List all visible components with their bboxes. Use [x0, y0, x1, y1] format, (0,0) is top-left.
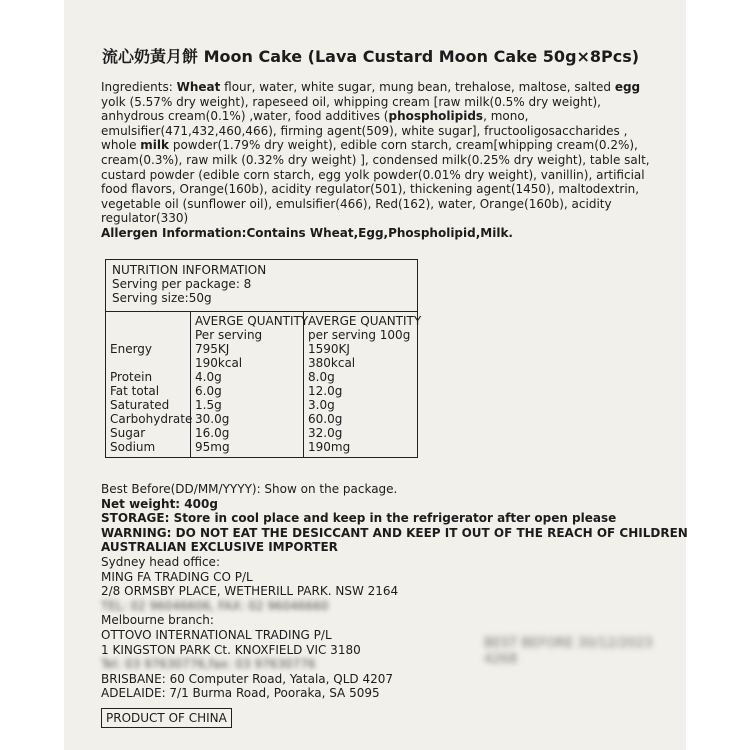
nutrient-per-100g: 190mg: [308, 440, 351, 454]
adelaide-address: ADELAIDE: 7/1 Burma Road, Pooraka, SA 5095: [101, 686, 380, 701]
nutrient-per-serving: 190kcal: [195, 356, 243, 370]
package-info: [101, 482, 701, 701]
nutrient-name: Protein: [110, 370, 153, 384]
melbourne-contact: Tel: 03 97630776,fax: 03 97630776: [101, 657, 316, 672]
sydney-address: 2/8 ORMSBY PLACE, WETHERILL PARK. NSW 2164: [101, 584, 399, 599]
sydney-label: Sydney head office:: [101, 554, 220, 569]
nutrient-per-serving: 95mg: [195, 440, 230, 454]
nutrient-name-spacer: [110, 314, 192, 328]
product-of-china-box: PRODUCT OF CHINA: [101, 708, 232, 728]
nutrient-per-serving: 30.0g: [195, 412, 230, 426]
per-serving-header: AVERGE QUANTITY: [195, 314, 309, 328]
best-before-note: Best Before(DD/MM/YYYY): Show on the package.: [101, 482, 398, 496]
batch-code-stamp-line: 4268: [484, 652, 518, 667]
sydney-contact: TEL: 02 96046606, FAX: 02 96046660: [101, 598, 329, 613]
nutrient-per-100g: 1590KJ: [308, 342, 350, 356]
title-english: Moon Cake: [203, 47, 303, 66]
melbourne-address: 1 KINGSTON PARK Ct. KNOXFIELD VIC 3180: [101, 642, 361, 657]
nutrition-table: [105, 259, 422, 458]
nutrient-name: Sodium: [110, 440, 156, 454]
nutrient-name: Energy: [110, 342, 153, 356]
nutrient-per-serving: 16.0g: [195, 426, 230, 440]
importer-heading: AUSTRALIAN EXCLUSIVE IMPORTER: [101, 540, 338, 555]
nutrient-per-100g: 8.0g: [308, 370, 335, 384]
best-before-stamp-line: BEST BEFORE 30/12/2023: [484, 636, 653, 651]
storage-instructions: STORAGE: Store in cool place and keep in the refrigerator after open please: [101, 511, 617, 526]
product-title: [102, 44, 639, 67]
nutrient-per-serving: 795KJ: [195, 342, 230, 356]
servings-per-package: Serving per package: 8: [112, 277, 252, 291]
nutrient-names-column: [110, 314, 192, 454]
melbourne-label: Melbourne branch:: [101, 613, 214, 628]
ingredients-block: [101, 80, 661, 241]
nutrient-per-serving: 4.0g: [195, 370, 222, 384]
per-100g-header: AVERGE QUANTITY: [308, 314, 422, 328]
nutrient-per-100g: 380kcal: [308, 356, 356, 370]
nutrient-name-spacer: [110, 328, 192, 342]
nutrient-per-serving: 6.0g: [195, 384, 222, 398]
serving-size: Serving size:50g: [112, 291, 212, 305]
nutrient-name: Fat total: [110, 384, 160, 398]
allergen-information: Allergen Information:Contains Wheat,Egg,Phospholipid,Milk.: [101, 225, 513, 240]
nutrition-heading: NUTRITION INFORMATION: [112, 263, 267, 277]
nutrient-per-100g: 32.0g: [308, 426, 343, 440]
sydney-company: MING FA TRADING CO P/L: [101, 569, 253, 584]
per-100g-column: [308, 314, 421, 454]
title-chinese: 流心奶黃月餅: [102, 47, 199, 66]
nutrient-per-serving: 1.5g: [195, 398, 222, 412]
warning-text: WARNING: DO NOT EAT THE DESICCANT AND KEEP IT OUT OF THE REACH OF CHILDREN: [101, 525, 688, 540]
nutrient-name: Sugar: [110, 426, 146, 440]
melbourne-company: OTTOVO INTERNATIONAL TRADING P/L: [101, 627, 332, 642]
nutrient-name: Carbohydrate: [110, 412, 193, 426]
title-subtitle: (Lava Custard Moon Cake 50g×8Pcs): [307, 47, 640, 66]
net-weight: Net weight: 400g: [101, 496, 218, 511]
per-100g-header: per serving 100g: [308, 328, 411, 342]
nutrient-per-100g: 3.0g: [308, 398, 335, 412]
best-before-stamp: [484, 636, 653, 668]
ingredients-text: Wheat flour, water, white sugar, mung bean, trehalose, maltose, salted egg yolk (5.57% dry weight), rapeseed oil, whipping cream [raw milk(0.5% dry weight), anhydrous cream(0.1%) ,water, food additives (phospholipids, mono, emulsifier(471,432,460,466), firming agent(509), white sugar], fructooligosaccharides , whole milk powder(1.79% dry weight), edible corn starch, cream[whipping cream(0.2%), cream(0.3%), raw milk (0.32% dry weight) ], condensed milk(0.25% dry weight), table salt, custard powder (edible corn starch, egg yolk powder(0.01% dry weight), vanillin), artificial food flavors, Orange(160b), acidity regulator(501), thickening agent(1450), maltodextrin, vegetable oil (sunflower oil), emulsifier(466), Red(162), water, Orange(160b), acidity regulator(330): [101, 80, 650, 226]
brisbane-address: BRISBANE: 60 Computer Road, Yatala, QLD 4207: [101, 671, 394, 686]
nutrient-per-100g: 60.0g: [308, 412, 343, 426]
ingredients-label: Ingredients:: [101, 80, 177, 94]
nutrition-header: [106, 260, 417, 312]
nutrient-name: [110, 356, 192, 370]
nutrient-name: Saturated: [110, 398, 170, 412]
per-serving-column: [195, 314, 308, 454]
per-serving-header: Per serving: [195, 328, 263, 342]
nutrient-per-100g: 12.0g: [308, 384, 343, 398]
